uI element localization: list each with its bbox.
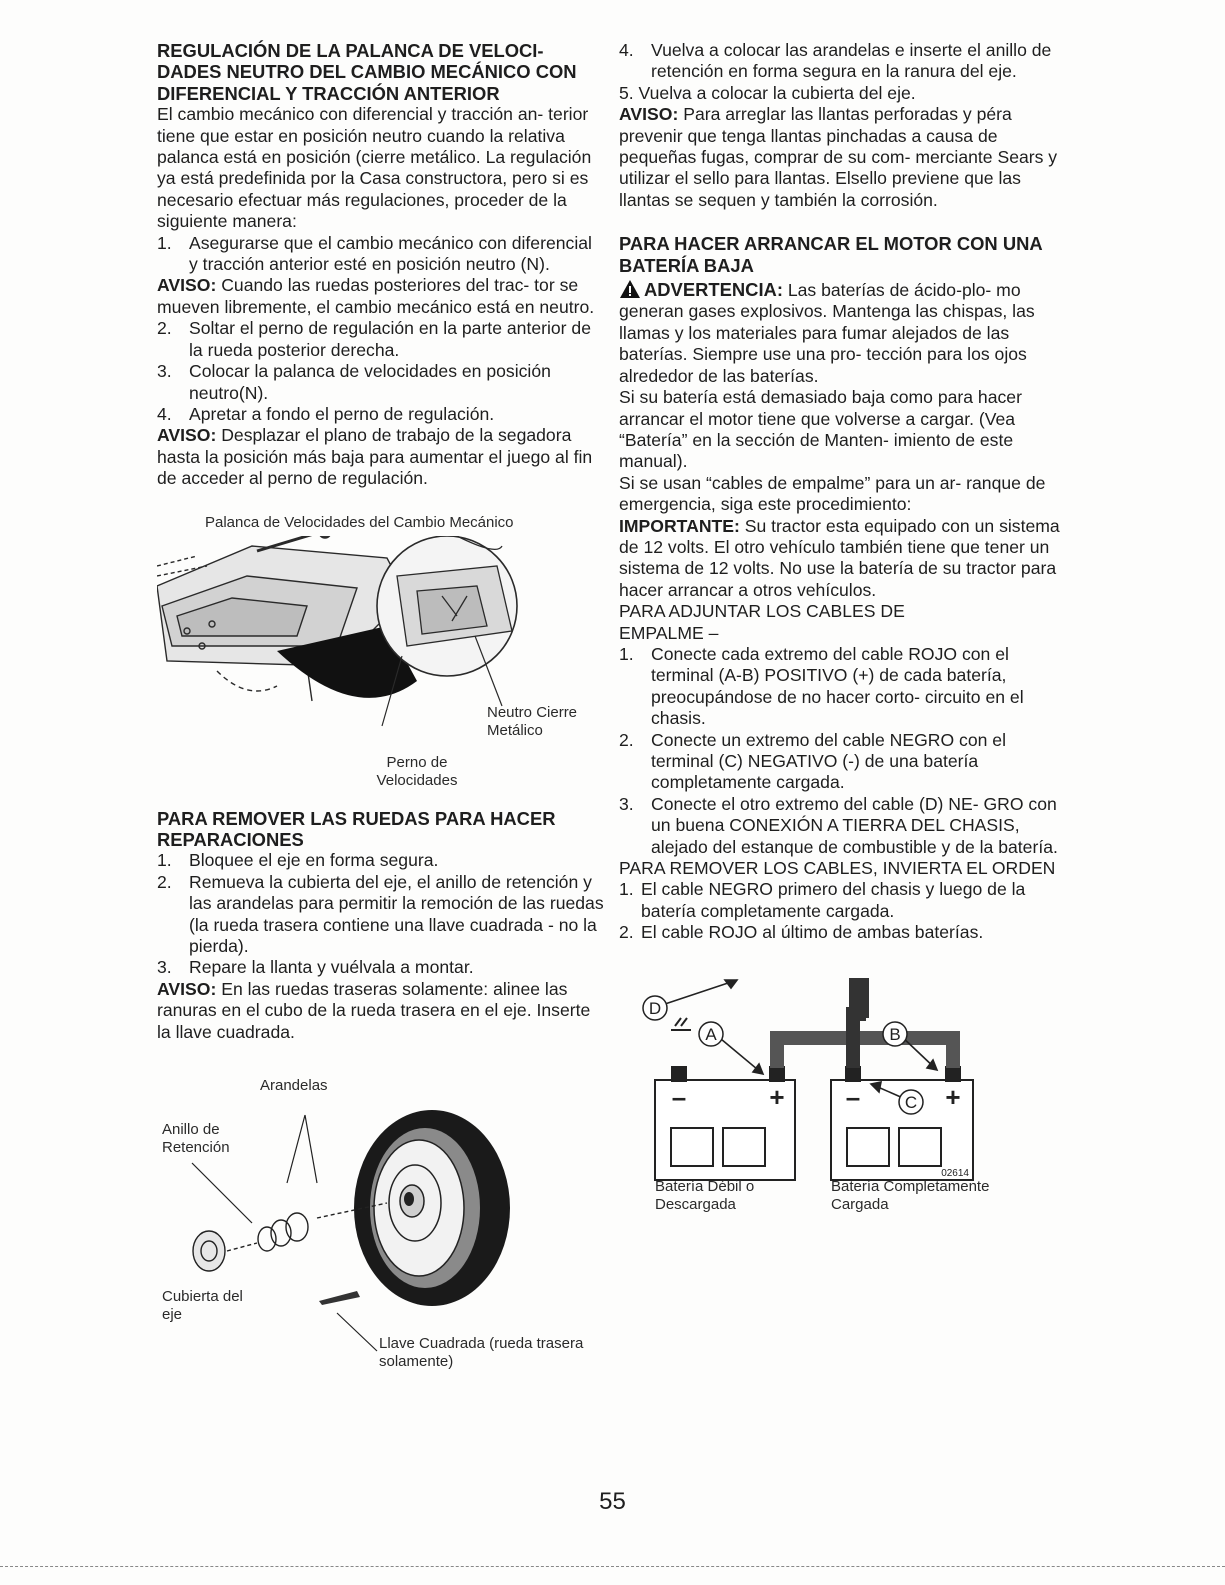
figure-battery-jump [619,978,1069,1218]
list-item: 1. Bloquee el eje en forma segura. [157,850,439,871]
label-neutro-cierre: Neutro Cierre Metálico [487,703,578,739]
label-arandelas: Arandelas [260,1077,328,1094]
left-column [157,40,605,1373]
subheading-adjuntar: PARA ADJUNTAR LOS CABLES DE EMPALME – [619,601,905,643]
aviso-note: AVISO: En las ruedas traseras solamente: alinee las ranuras en el cubo de la rueda trasera en el eje. Inserte la llave cuadrada. [157,978,591,1042]
section-title-arrancar-motor: PARA HACER ARRANCAR EL MOTOR CON UNA BATERÍA BAJA [619,233,1042,276]
list-item: 2. Soltar el perno de regulación en la parte anterior de la rueda posterior derecha. [157,318,591,360]
label-b: B [889,1024,901,1044]
label-llave-cuadrada: Llave Cuadrada (rueda trasera solamente) [379,1335,584,1370]
negative-sign: – [671,1081,687,1112]
aviso-note: AVISO: Cuando las ruedas posteriores del trac- tor se mueven libremente, el cambio mecánico está en neutro. [157,275,595,317]
caption-weak-battery: Batería Débil o Descargada [655,1177,755,1213]
list-item: 3. Repare la llanta y vuélvala a montar. [157,957,474,978]
bottom-rule [0,1566,1225,1567]
paragraph-intro: El cambio mecánico con diferencial y tracción an- terior tiene que estar en posición neutro cuando la relativa palanca está en posición (cierre metálico. La regulación ya está predefinida por la Casa constructora, pero si es necesario efectuar más regulaciones, proceder de la siguiente manera: [157,104,592,232]
paragraph: Si su batería está demasiado baja como para hacer arrancar el motor tiene que volverse a cargar. (Vea “Batería” en la sección de Manten- imiento de este manual). [619,387,1022,472]
aviso-note: AVISO: Desplazar el plano de trabajo de la segadora hasta la posición más baja para aumentar el juego al fin de acceder al perno de regulación. [157,425,593,489]
list-item: 5. Vuelva a colocar la cubierta del eje. [619,82,916,103]
figure-caption: Palanca de Velocidades del Cambio Mecánico [205,513,514,531]
label-perno-velocidades: Perno de Velocidades [376,753,458,789]
positive-sign: + [769,1081,785,1112]
figure-code: 02614 [941,1167,969,1179]
warning-icon [619,279,641,299]
list-item: 1. El cable NEGRO primero del chasis y luego de la batería completamente cargada. [619,879,1026,921]
label-cubierta-eje: Cubierta del eje [162,1288,243,1323]
list-item: 3. Colocar la palanca de velocidades en posición neutro(N). [157,361,551,403]
list-item: 3. Conecte el otro extremo del cable (D) NE- GRO con un buena CONEXIÓN A TIERRA DEL CHASIS, alejado del estanque de combustible y de la batería. [619,793,1058,857]
section-title-regulacion: REGULACIÓN DE LA PALANCA DE VELOCI- DADES NEUTRO DEL CAMBIO MECÁNICO CON DIFERENCIAL Y TRACCIÓN ANTERIOR [157,40,577,104]
list-item: 2. El cable ROJO al último de ambas baterías. [619,922,984,943]
list-item: 2. Conecte un extremo del cable NEGRO con el terminal (C) NEGATIVO (-) de una batería completamente cargada. [619,729,1006,793]
section-title-remover-ruedas: PARA REMOVER LAS RUEDAS PARA HACER REPARACIONES [157,807,556,850]
label-d: D [648,998,662,1018]
figure-shift-lever [157,514,605,802]
label-a: A [705,1024,717,1044]
negative-sign: – [845,1081,861,1112]
subheading-remover-cables: PARA REMOVER LOS CABLES, INVIERTA EL ORDEN [619,858,1056,879]
list-item: 1. Conecte cada extremo del cable ROJO con el terminal (A-B) POSITIVO (+) de cada batería, preocupándose de no hacer corto- circuito en el chasis. [619,643,1024,729]
list-item: 1. Asegurarse que el cambio mecánico con diferencial y tracción anterior esté en posición neutro (N). [157,232,592,275]
list-item: 2. Remueva la cubierta del eje, el anillo de retención y las arandelas para permitir la remoción de las ruedas (la rueda trasera contiene una llave cuadrada - no la pierda). [157,871,604,956]
caption-full-battery: Batería Completamente Cargada [831,1177,990,1213]
list-item: 4. Vuelva a colocar las arandelas e inserte el anillo de retención en forma segura en la ranura del eje. [619,40,1052,82]
right-column [619,40,1069,1218]
wheel-illustration [157,1073,605,1373]
warning-note: ADVERTENCIA: Las baterías de ácido-plo- mo generan gases explosivos. Mantenga las chispas, las llamas y los materiales para fumar alejados de las baterías. Siempre use una pro- tección para los ojos alrededor de las baterías. [619,279,1035,386]
label-anillo-retencion: Anillo de Retención [162,1121,230,1156]
label-c: C [904,1092,918,1112]
figure-wheel [157,1073,605,1373]
list-item: 4. Apretar a fondo el perno de regulación. [157,403,495,424]
aviso-note: AVISO: Para arreglar las llantas perforadas y péra prevenir que tenga llantas pinchadas a causa de pequeñas fugas, comprar de su com- merciante Sears y utilizar el sello para llantas. Elsello previene que las llantas se sequen y también la corrosión. [619,104,1058,210]
paragraph: Si se usan “cables de empalme” para un ar- ranque de emergencia, siga este procedimiento: [619,472,1046,515]
page-number: 55 [599,1488,626,1515]
positive-sign: + [945,1081,961,1112]
importante-note: IMPORTANTE: Su tractor esta equipado con un sistema de 12 volts. El otro vehículo también tiene que tener un sistema de 12 volts. No use la batería de su tractor para hacer arrancar a otros vehículos. [619,515,1060,600]
